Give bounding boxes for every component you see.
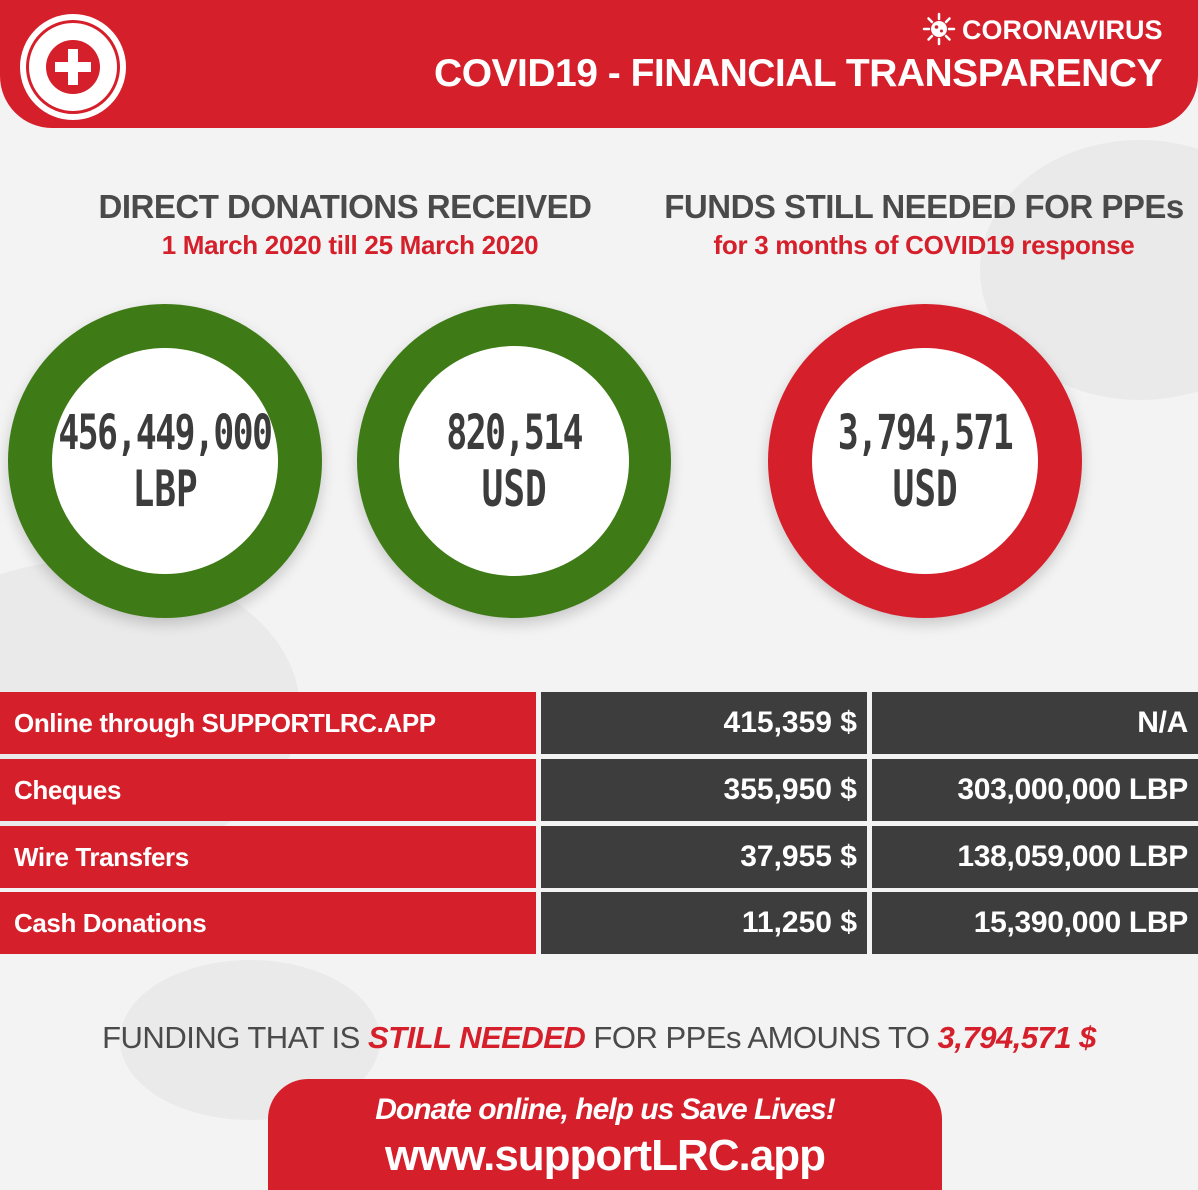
row-usd-value: 11,250 $ [541,892,867,954]
row-label: Wire Transfers [0,826,536,888]
lbp-donations-unit: LBP [132,460,198,518]
summary-prefix: FUNDING THAT IS [102,1020,368,1055]
donations-period: 1 March 2020 till 25 March 2020 [161,230,539,260]
summary-highlight: STILL NEEDED [367,1020,586,1055]
usd-donations-ring [357,304,671,618]
row-label: Online through SUPPORTLRC.APP [0,692,536,754]
row-usd-value: 37,955 $ [541,826,867,888]
donate-banner[interactable] [268,1079,942,1190]
needed-title: FUNDS STILL NEEDED FOR PPEs [664,188,1184,225]
header-banner [0,0,1198,128]
row-lbp-value: N/A [872,692,1198,754]
page-title: COVID19 - FINANCIAL TRANSPARENCY [434,52,1162,95]
usd-donations-unit: USD [481,460,547,518]
row-usd-value: 415,359 $ [541,692,867,754]
summary-middle: FOR PPEs AMOUNS TO [585,1020,938,1055]
needed-subtitle: for 3 months of COVID19 response [713,230,1135,260]
row-lbp-value: 15,390,000 LBP [872,892,1198,954]
lbp-donations-value: 456,449,000 [58,405,272,461]
funds-needed-unit: USD [892,460,958,518]
red-cross-logo-icon [20,14,126,120]
virus-icon [922,12,956,46]
table-row [0,759,1198,821]
table-row [0,892,1198,954]
header-kicker: CORONAVIRUS [962,15,1163,45]
row-label: Cheques [0,759,536,821]
funds-needed-value: 3,794,571 [837,405,1013,461]
funds-needed-ring [768,304,1082,618]
donate-tagline: Donate online, help us Save Lives! [375,1093,835,1126]
table-row [0,692,1198,754]
lbp-donations-ring [8,304,322,618]
usd-donations-value: 820,514 [446,405,582,461]
funding-summary [0,1017,1198,1059]
donate-url-link[interactable]: www.supportLRC.app [385,1131,825,1180]
row-lbp-value: 303,000,000 LBP [872,759,1198,821]
donations-title: DIRECT DONATIONS RECEIVED [98,188,592,225]
table-row [0,826,1198,888]
row-usd-value: 355,950 $ [541,759,867,821]
summary-amount: 3,794,571 $ [937,1020,1096,1055]
row-label: Cash Donations [0,892,536,954]
row-lbp-value: 138,059,000 LBP [872,826,1198,888]
